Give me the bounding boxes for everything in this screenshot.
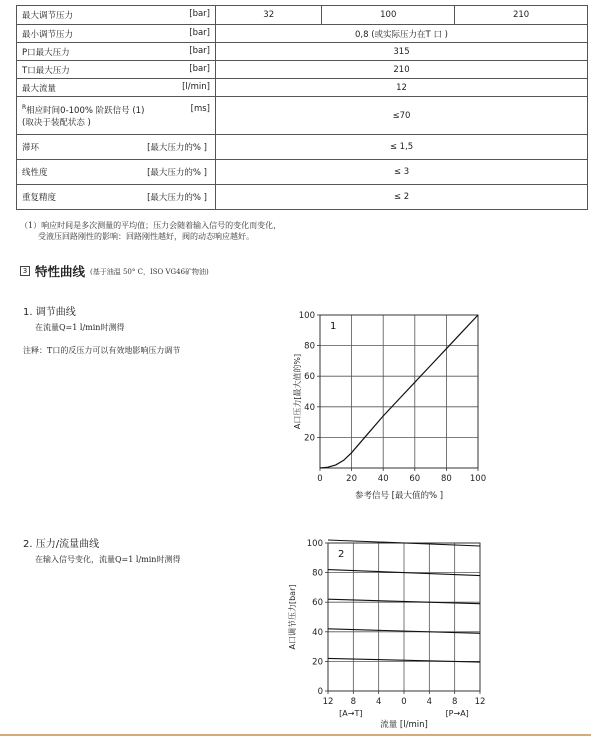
x-tick-label: 4 xyxy=(375,697,382,707)
spec-label-cell xyxy=(17,160,216,185)
spec-value: ≤70 xyxy=(216,97,588,135)
spec-row xyxy=(17,25,588,43)
chart-pressure-flow-curve xyxy=(285,537,500,732)
spec-label: 最大调节压力 xyxy=(22,11,74,21)
spec-row xyxy=(17,185,588,210)
series-line-1 xyxy=(320,315,478,468)
y-axis-label: A口压力[最大值的%] xyxy=(293,353,302,430)
section-heading xyxy=(20,262,209,280)
x-tick-label: 4 xyxy=(426,697,433,707)
y-tick-label: 20 xyxy=(304,433,315,444)
curve1-title: 1. 调节曲线 xyxy=(23,307,76,318)
spec-value: 32 xyxy=(216,6,322,25)
spec-label-cell xyxy=(17,61,216,79)
bottom-rule xyxy=(0,734,591,736)
spec-row xyxy=(17,97,588,135)
spec-unit: [l/min] xyxy=(182,81,210,92)
y-axis-label: A口调节压力[bar] xyxy=(288,584,297,650)
x-tick-label: 40 xyxy=(377,474,389,484)
x-tick-label: 100 xyxy=(469,474,487,484)
curve2-text xyxy=(23,535,180,565)
spec-value: 210 xyxy=(216,61,588,79)
spec-unit: [bar] xyxy=(189,63,210,74)
x-tick-label: 8 xyxy=(350,697,357,707)
spec-value: 315 xyxy=(216,43,588,61)
spec-label: P口最大压力 xyxy=(22,47,70,58)
spec-unit: [bar] xyxy=(189,27,210,38)
spec-label-sup: R xyxy=(22,103,27,111)
spec-label-line1: 相应时间0-100% 阶跃信号 (1) xyxy=(26,105,145,116)
spec-row xyxy=(17,43,588,61)
spec-label-cell xyxy=(17,6,216,25)
spec-label-cell xyxy=(17,43,216,61)
y-tick-label: 60 xyxy=(312,598,323,609)
spec-label-cell xyxy=(17,135,216,160)
y-tick-label: 100 xyxy=(306,539,323,549)
spec-value: 100 xyxy=(322,6,455,25)
spec-label: T口最大压力 xyxy=(22,65,70,76)
y-tick-label: 20 xyxy=(312,657,323,668)
spec-unit: [最大压力的% ] xyxy=(147,143,207,153)
x-tick-label: 80 xyxy=(440,474,452,484)
x-tick-label: 0 xyxy=(317,474,323,484)
y-tick-label: 80 xyxy=(304,341,315,352)
spec-label: 线性度 xyxy=(22,168,48,178)
y-tick-label: 80 xyxy=(312,568,323,579)
section-title: 特性曲线 xyxy=(35,264,86,279)
curve1-remark: 注释：T口的反压力可以有效地影响压力调节 xyxy=(23,346,181,355)
x-tick-label: 8 xyxy=(451,697,458,707)
spec-table xyxy=(16,5,588,210)
spec-row xyxy=(17,6,588,25)
spec-label: 滞环 xyxy=(22,143,40,153)
panel-label: 1 xyxy=(330,321,337,332)
x-axis-label: 流量 [l/min] xyxy=(380,720,428,730)
spec-label: 最小调节压力 xyxy=(22,29,74,40)
spec-label-cell xyxy=(17,79,216,97)
spec-label-cell xyxy=(17,25,216,43)
spec-row xyxy=(17,160,588,185)
y-tick-label: 40 xyxy=(312,627,323,638)
x-sub-label-right: [P→A] xyxy=(445,709,469,718)
footnote xyxy=(20,220,281,242)
chart-regulation-curve xyxy=(290,303,500,508)
footnote-line2: 受液压回路刚性的影响：回路刚性越好，阀的动态响应越好。 xyxy=(38,232,254,241)
curve1-desc: 在流量Q=1 l/min时测得 xyxy=(35,323,125,332)
spec-value: ≤ 2 xyxy=(216,185,588,210)
spec-unit: [ms] xyxy=(190,103,210,114)
section-subtitle: (基于油温 50° C，ISO VG46矿物油) xyxy=(90,268,209,276)
spec-row xyxy=(17,135,588,160)
y-tick-label: 0 xyxy=(317,687,323,697)
x-tick-label: 60 xyxy=(409,474,421,484)
plot-frame xyxy=(320,315,478,468)
y-tick-label: 40 xyxy=(304,402,315,413)
spec-row xyxy=(17,79,588,97)
curve2-desc: 在输入信号变化，流量Q=1 l/min时测得 xyxy=(35,555,181,564)
spec-unit: [最大压力的% ] xyxy=(147,168,207,178)
y-tick-label: 60 xyxy=(304,372,315,383)
spec-value: 12 xyxy=(216,79,588,97)
spec-label xyxy=(22,104,144,128)
spec-row xyxy=(17,61,588,79)
x-tick-label: 0 xyxy=(401,697,407,707)
curve2-title: 2. 压力/流量曲线 xyxy=(23,539,100,550)
footnote-line1: （1）响应时间是多次测量的平均值；压力会随着输入信号的变化而变化， xyxy=(20,221,282,230)
x-tick-label: 12 xyxy=(474,697,486,707)
section-number: 3 xyxy=(20,266,30,276)
x-tick-label: 20 xyxy=(346,474,358,484)
spec-unit: [bar] xyxy=(189,45,210,56)
spec-label-cell xyxy=(17,185,216,210)
spec-value: 210 xyxy=(455,6,588,25)
spec-label: 最大流量 xyxy=(22,83,57,94)
spec-unit: [最大压力的% ] xyxy=(147,193,207,203)
spec-label: 重复精度 xyxy=(22,193,57,203)
curve1-text xyxy=(23,303,180,356)
spec-unit: [bar] xyxy=(189,9,210,19)
spec-value: ≤ 1,5 xyxy=(216,135,588,160)
x-sub-label-left: [A→T] xyxy=(339,709,363,718)
y-tick-label: 100 xyxy=(298,311,315,321)
x-axis-label: 参考信号 [最大值的% ] xyxy=(354,491,444,501)
spec-label-cell xyxy=(17,97,216,135)
spec-value: ≤ 3 xyxy=(216,160,588,185)
spec-value: 0,8 (或实际压力在T 口 ) xyxy=(216,25,588,43)
panel-label: 2 xyxy=(338,549,345,560)
spec-label-line2: (取决于装配状态 ) xyxy=(22,117,91,128)
x-tick-label: 12 xyxy=(322,697,334,707)
